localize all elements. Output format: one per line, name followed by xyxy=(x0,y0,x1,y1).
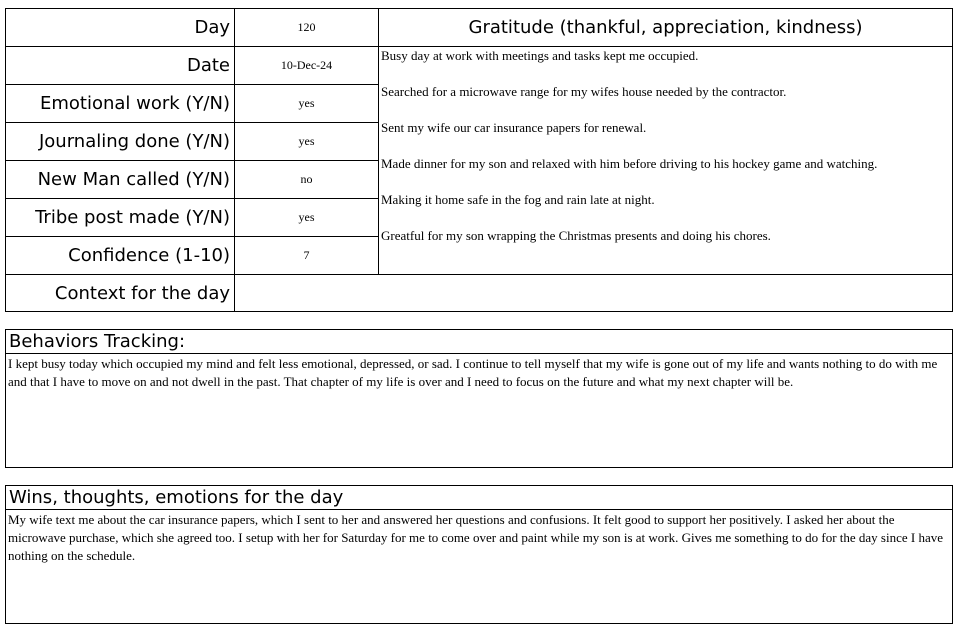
gratitude-item: Searched for a microwave range for my wifes house needed by the contractor. xyxy=(381,84,787,99)
gratitude-title: Gratitude (thankful, appreciation, kindness) xyxy=(468,17,863,38)
grid-line xyxy=(5,509,953,510)
gratitude-item: Busy day at work with meetings and tasks kept me occupied. xyxy=(381,48,699,63)
label-new-man-called: New Man called (Y/N) xyxy=(37,169,230,190)
gratitude-item: Greatful for my son wrapping the Christmas presents and doing his chores. xyxy=(381,228,771,243)
gratitude-item: Sent my wife our car insurance papers for renewal. xyxy=(381,120,647,135)
value-new-man-called[interactable]: no xyxy=(300,172,313,186)
wins-text[interactable]: My wife text me about the car insurance papers, which I sent to her and answered her questions and confusions. It felt good to support her positively. I asked her about the microwave purchase, which she agreed too. I setup with her for Saturday for me to come over and paint while my son is at work. Gives me something to do for the day since I have nothing on the schedule. xyxy=(8,512,944,563)
value-tribe-post-made[interactable]: yes xyxy=(298,210,315,224)
label-day: Day xyxy=(194,17,230,38)
gratitude-list[interactable] xyxy=(381,47,951,273)
grid-line xyxy=(5,353,953,354)
label-context: Context for the day xyxy=(54,283,230,304)
label-date: Date xyxy=(186,55,230,76)
value-confidence[interactable]: 7 xyxy=(303,248,310,262)
behaviors-text[interactable]: I kept busy today which occupied my mind and felt less emotional, depressed, or sad. I continue to tell myself that my wife is gone out of my life and wants nothing to do with me and that I have to move on and not dwell in the past. That chapter of my life is over and I need to focus on the future and what my next chapter will be. xyxy=(8,356,938,389)
grid-line xyxy=(378,8,379,274)
value-context[interactable] xyxy=(235,275,952,312)
value-journaling-done[interactable]: yes xyxy=(298,134,315,148)
value-day[interactable]: 120 xyxy=(297,20,316,34)
value-emotional-work[interactable]: yes xyxy=(298,96,315,110)
label-confidence: Confidence (1-10) xyxy=(68,245,230,266)
gratitude-item: Making it home safe in the fog and rain late at night. xyxy=(381,192,655,207)
behaviors-title: Behaviors Tracking: xyxy=(9,331,186,352)
wins-title: Wins, thoughts, emotions for the day xyxy=(9,487,344,508)
gratitude-item: Made dinner for my son and relaxed with him before driving to his hockey game and watching. xyxy=(381,156,878,171)
label-journaling-done: Journaling done (Y/N) xyxy=(38,131,230,152)
label-emotional-work: Emotional work (Y/N) xyxy=(39,93,230,114)
value-date[interactable]: 10-Dec-24 xyxy=(280,58,333,72)
label-tribe-post-made: Tribe post made (Y/N) xyxy=(35,207,230,228)
